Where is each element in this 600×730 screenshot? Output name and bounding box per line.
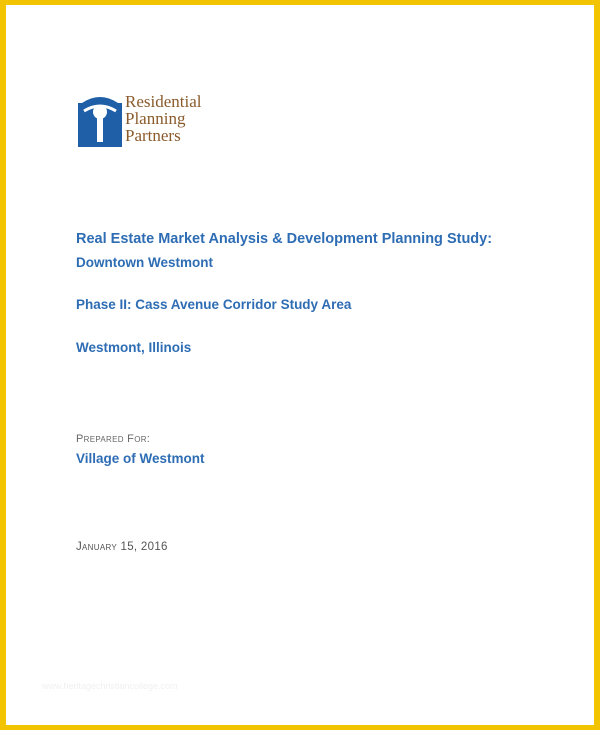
- logo-wordmark: [125, 93, 201, 144]
- document-title: Real Estate Market Analysis & Development Planning Study:: [76, 231, 493, 247]
- logo-mark-icon: [78, 97, 122, 147]
- logo-line-1: Residential: [125, 92, 202, 111]
- prepared-for-label: Prepared For:: [76, 433, 151, 445]
- company-logo: [78, 93, 238, 155]
- logo-line-2: Planning: [125, 109, 186, 128]
- location-heading: Westmont, Illinois: [76, 340, 192, 355]
- document-date: January 15, 2016: [76, 541, 168, 553]
- document-subtitle: Downtown Westmont: [76, 255, 213, 270]
- watermark-text: www.heritagechristiancollege.com: [42, 681, 178, 691]
- logo-line-3: Partners: [125, 126, 181, 145]
- document-page: [6, 5, 594, 725]
- phase-heading: Phase II: Cass Avenue Corridor Study Area: [76, 297, 352, 312]
- client-name: Village of Westmont: [76, 451, 205, 466]
